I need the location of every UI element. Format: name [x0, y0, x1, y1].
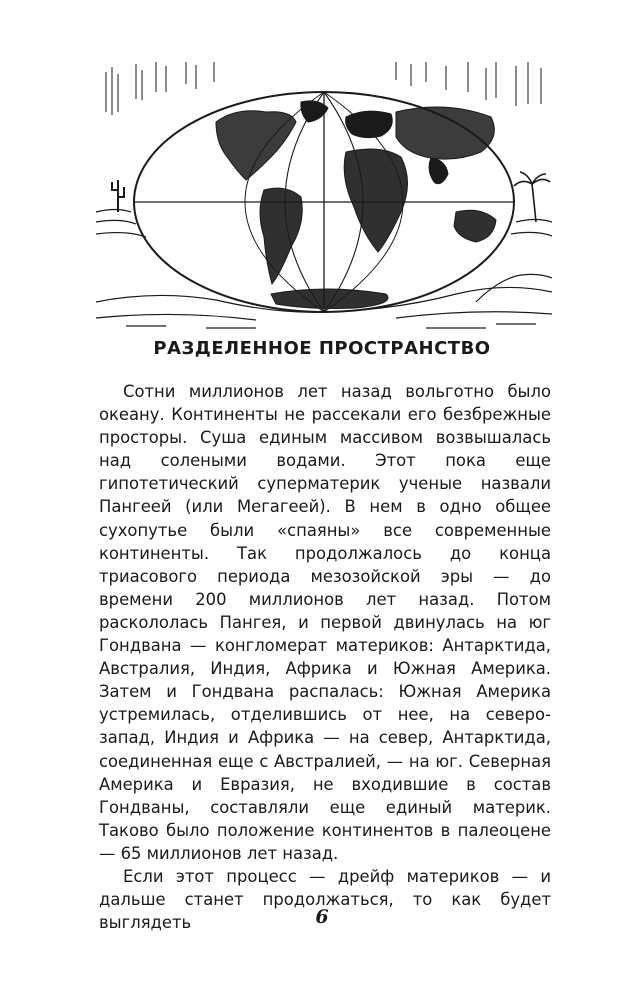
- north-america-shape: [216, 111, 296, 180]
- paragraph: Если этот процесс — дрейф материков — и дальше станет продолжаться, то как будет выглядеть: [99, 866, 551, 933]
- africa-shape: [344, 149, 407, 252]
- chapter-title: РАЗДЕЛЕННОЕ ПРОСТРАНСТВО: [153, 338, 491, 359]
- australia-shape: [454, 210, 496, 242]
- world-map-icon: [96, 62, 552, 332]
- chapter-body: [99, 380, 551, 934]
- world-map-illustration: [96, 62, 552, 332]
- paragraph: Сотни миллионов лет назад вольготно было океану. Континенты не рассекали его безбрежные просторы. Суша единым массивом возвышалась над солеными водами. Этот пока еще гипотетический суперматерик ученые назвали Пангеей (или Мегагеей). В нем в одно общее сухопутье были «спаяны» все современные континенты. Так продолжалось до конца триасового периода мезозойской эры — до времени 200 миллионов лет назад. Потом раскололась Пангея, и первой двинулась на юг Гондвана — конгломерат материков: Антарктида, Австралия, Индия, Африка и Южная Америка. Затем и Гондвана распалась: Южная Америка устремилась, отделившись от нее, на северо-запад, Индия и Африка — на север, Антарктида, соединенная еще с Австралией, — на юг. Северная Америка и Евразия, не входившие в состав Гондваны, составляли еще единый материк. Таково было положение континентов в палеоцене — 65 миллионов лет назад.: [99, 382, 551, 863]
- south-america-shape: [260, 188, 302, 284]
- antarctica-shape: [271, 289, 388, 309]
- asia-shape: [396, 107, 494, 159]
- page-number: 6: [315, 906, 329, 928]
